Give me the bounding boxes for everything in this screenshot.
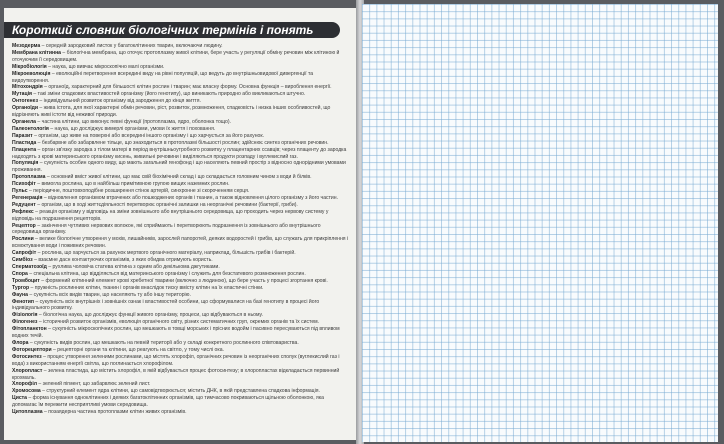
glossary-entry	[12, 236, 350, 250]
glossary-term: Палеонтологія	[12, 125, 49, 132]
glossary-definition: – біологічна наука, що досліджує функції живого організму, процеси, що відбуваються в ньому.	[37, 312, 263, 319]
glossary-definition: – періодичне, поштовхоподібне розширення стінок артерій, синхронне зі скороченням серця.	[27, 188, 250, 195]
glossary-definition: – частина клітини, що виконує певні функції (протоплазма, ядро, оболонка тощо).	[36, 118, 231, 125]
glossary-definition: – середній зародковий листок у багатоклітинних тварин, включаючи людину.	[40, 43, 223, 49]
glossary-term: Тургор	[12, 284, 30, 291]
glossary-term: Фітопланктон	[12, 326, 47, 333]
glossary-term: Пульс	[12, 188, 28, 195]
glossary-term: Мутація	[12, 91, 32, 98]
glossary-definition: – зелена пластида, що містить хлорофіл, в якій відбувається процес фотосинтезу; в хлоропластах відкладається первинний крохмаль.	[12, 367, 340, 381]
glossary-definition: – велике біологічне утворення у мохів, лишайників, зарослей папоротей, деяких водоростей і грибів, що служать для прикріплення і всмоктування води і поживних речовин.	[12, 236, 349, 250]
glossary-term: Фізіологія	[12, 312, 38, 319]
glossary-term: Флора	[12, 339, 29, 346]
glossary-term: Філогенез	[12, 319, 38, 326]
glossary-entry	[12, 181, 350, 188]
glossary-term: Тромбоцит	[12, 277, 40, 284]
glossary-term: Органоїди	[12, 105, 39, 112]
glossary-term: Мембрана клітинна	[12, 49, 61, 56]
glossary-entry	[12, 292, 350, 299]
glossary-entry	[12, 340, 350, 347]
glossary-definition: – форма існування одноклітинних і деяких багатоклітинних організмів, що тимчасово покриваються щільною оболонкою, яка допомагає їм пережити несприятливі умови середовища.	[12, 395, 324, 409]
glossary-definition: – позаядерна частина протоплазми клітин живих організмів.	[42, 409, 187, 416]
page-title: Короткий словник біологічних термінів і понять	[4, 22, 340, 38]
glossary-entry	[12, 188, 350, 195]
glossary-term: Мітохондрія	[12, 84, 43, 91]
glossary-definition: – сукупність всіх внутрішніх і зовнішніх ознак і властивостей особини, що сформувалися на базі генотипу в процесі його індивідуального розвитку.	[12, 298, 320, 312]
glossary-definition: – закінчення чутливих нервових волокон, які сприймають і перетворюють подразнення із зовнішнього або внутрішнього середовища організму.	[12, 222, 321, 236]
glossary-term: Протоплазма	[12, 174, 46, 181]
glossary-entry	[12, 299, 350, 313]
glossary-definition: – сукупність особин одного виду, що мають загальний генофонд і що населяють певний простір з відносно однорідними умовами проживання.	[12, 160, 346, 174]
glossary-term: Фотосинтез	[12, 353, 42, 360]
glossary-entry	[12, 126, 350, 133]
glossary-definition: – рослина, що харчується за рахунок мертвого органічного матеріалу, наприклад, більшість грибів і бактерій.	[36, 250, 296, 257]
glossary-entry	[12, 43, 350, 50]
glossary-term: Хромосома	[12, 388, 41, 395]
glossary-definition: – рухлива чоловіча статева клітина з одним або декількома джгутиками.	[46, 264, 220, 270]
glossary-definition: – сукупність видів рослин, що мешкають на певній території або у складі конкретного рослинного співтовариства.	[28, 339, 299, 346]
glossary-definition: – наука, що вивчає мікроскопічно малі організми.	[46, 63, 165, 70]
glossary-definition: – спеціальна клітина, що відділяється від материнського організму і служить для безстатевого розмноження рослин.	[27, 270, 306, 277]
glossary-entry	[12, 140, 350, 147]
glossary-entry	[12, 160, 350, 174]
glossary-definition: – еволюційні перетворення всередині виду на рівні популяцій, що ведуть до внутрішньовидової дивергенції та видоутворення.	[12, 70, 314, 84]
glossary-term: Циста	[12, 395, 28, 402]
glossary-term: Хлоропласт	[12, 367, 43, 374]
glossary-entry	[12, 285, 350, 292]
glossary-definition: – вимогла рослина, що в найбільш примітивною групою вищих наземних рослин.	[35, 181, 230, 188]
glossary-entry	[12, 368, 350, 382]
glossary-entry	[12, 264, 350, 271]
glossary-definition: – основний вміст живої клітини, що має свій біохімічний склад і що складається головним чином з води й білків.	[45, 174, 312, 181]
glossary-definition: – органоїд, характерний для більшості клітин рослин і тварин; має власну форму. Основна функція – вироблення енергії.	[42, 84, 332, 91]
glossary-entry	[12, 347, 350, 354]
glossary-definition: – взаємне дасн контактуючих організмів, з яких обидва отримують користь.	[32, 257, 213, 264]
glossary-definition: – наука, що досліджує вимерлі організми, умови їх життя і поховання.	[48, 125, 216, 132]
glossary-term: Цитоплазма	[12, 409, 43, 416]
glossary-term: Мікробіологія	[12, 63, 47, 70]
glossary-entry	[12, 105, 350, 119]
glossary-term: Хлорофіл	[12, 381, 38, 388]
glossary-term: Пластида	[12, 139, 37, 146]
glossary-entry	[12, 354, 350, 368]
glossary-definition: – безбарвне або забарвлене тільце, що знаходиться в протоплазмі більшості рослин; здійснює синтез органічних речовин.	[36, 139, 329, 146]
glossary-entry	[12, 119, 350, 126]
glossary-definition: – сукупність всіх видів тварин, що населяють ту або іншу територію.	[27, 291, 191, 298]
glossary-definition: – жива істота, для якої характерні обмін речовин, ріст, розвиток, розмноження, спадковість і низка інших особливостей, що відрізняють живі істоти від неживої природи.	[12, 105, 331, 119]
glossary-list	[12, 43, 350, 416]
glossary-term: Рефлекс	[12, 208, 34, 215]
glossary-entry	[12, 209, 350, 223]
glossary-page	[4, 8, 358, 440]
glossary-definition: – зелений пігмент, що забарвлює зелений лист.	[37, 381, 151, 388]
glossary-entry	[12, 133, 350, 140]
glossary-term: Фоторецептори	[12, 346, 52, 353]
glossary-entry	[12, 388, 350, 395]
glossary-term: Рослини	[12, 236, 34, 243]
glossary-term: Фауна	[12, 291, 28, 298]
glossary-term: Рецептор	[12, 222, 36, 229]
glossary-definition: – формений клітинний елемент крові хребетної тварини (включно з людиною), що бере участь у процесі згортання крові.	[39, 277, 328, 284]
glossary-definition: – сукупність мікроскопічних рослин, що мешкають в товщі морських і прісних водойм і пасивно пересуваються під впливом водних течій.	[12, 326, 340, 340]
glossary-definition: – біологічна мембрана, що оточує протоплазму живої клітини, бере участь у регуляції обміну речовин між клітиною й оточуючим її середовищем.	[12, 49, 340, 63]
glossary-term: Фенотип	[12, 298, 34, 305]
glossary-definition: – процес утворення зеленими рослинами, що містять хлорофіл, органічних речовин із неорганічних сполук (вуглекислий газ і вода) з використанням енергії світла, що поглинається хлорофілом.	[12, 353, 340, 367]
glossary-definition: – індивідуальний розвиток організму від зародження до кінця життя.	[37, 98, 201, 105]
glossary-definition: – структурний елемент ядра клітини, що самовідтворюється; містить ДНК, в якій представлена спадкова інформація.	[40, 388, 320, 395]
glossary-term: Сапрофіт	[12, 250, 37, 257]
glossary-definition: – організм, що живе на поверхні або всередині іншого організму і що харчується за його рахунок.	[32, 132, 264, 139]
glossary-entry	[12, 326, 350, 340]
glossary-entry	[12, 147, 350, 161]
glossary-term: Симбіоз	[12, 257, 33, 264]
glossary-entry	[12, 195, 350, 202]
glossary-entry	[12, 50, 350, 64]
glossary-term: Популяція	[12, 160, 39, 167]
glossary-definition: – рецепторні органи та клітини, що реагують на світло, у тому числі ока.	[51, 346, 224, 353]
glossary-definition: – історичний розвиток організмів, еволюція органічного світу, різних систематичних груп, окремих органів та їх систем.	[37, 319, 320, 326]
glossary-definition: – пружність рослинних клітин, тканин і органів внаслідок тиску вмісту клітин на їх еластичні стінки.	[29, 284, 264, 291]
glossary-definition: – такі зміни спадкових властивостей організму (його генотипу), що виникають природно або викликаються штучно.	[32, 91, 306, 98]
glossary-term: Мезодерма	[12, 43, 41, 49]
glossary-definition: – організм, що в ході життєдіяльності перетворює органічні залишки на неорганічні речовини (бактерії, гриби).	[35, 201, 298, 208]
glossary-definition: – відновлення організмом втрачених або пошкоджених органів і тканин, а також відновлення цілого організму з його частин.	[42, 194, 339, 201]
glossary-term: Редуцент	[12, 201, 36, 208]
glossary-entry	[12, 64, 350, 71]
grid-paper-page	[362, 4, 718, 442]
glossary-entry	[12, 257, 350, 264]
glossary-term: Плацента	[12, 146, 37, 153]
glossary-term: Психофіт	[12, 181, 36, 188]
glossary-definition: – орган зв'язку зародка з тілом матері в період внутрішньоутробного розвитку у плацентарних ссавців; через плаценту до зародка надходять з крові материнського організму кисень, живильні речовини і виділяються продукти розпаду і вуглекислий газ.	[12, 146, 347, 160]
glossary-term: Мікроеволюція	[12, 70, 51, 77]
glossary-entry	[12, 202, 350, 209]
glossary-definition: – реакція організму у відповідь на зміни зовнішнього або внутрішнього середовища, що проходить через нервову систему у відповідь на подразнення рецепторів.	[12, 208, 329, 222]
glossary-term: Онтогенез	[12, 98, 38, 105]
glossary-term: Спора	[12, 270, 28, 277]
glossary-term: Сперматозоїд	[12, 264, 47, 270]
glossary-entry	[12, 271, 350, 278]
glossary-entry	[12, 395, 350, 409]
glossary-entry	[12, 223, 350, 237]
glossary-entry	[12, 409, 350, 416]
glossary-term: Паразит	[12, 132, 33, 139]
glossary-term: Регенерація	[12, 194, 43, 201]
glossary-term: Органела	[12, 118, 37, 125]
glossary-entry	[12, 71, 350, 85]
glossary-entry	[12, 278, 350, 285]
